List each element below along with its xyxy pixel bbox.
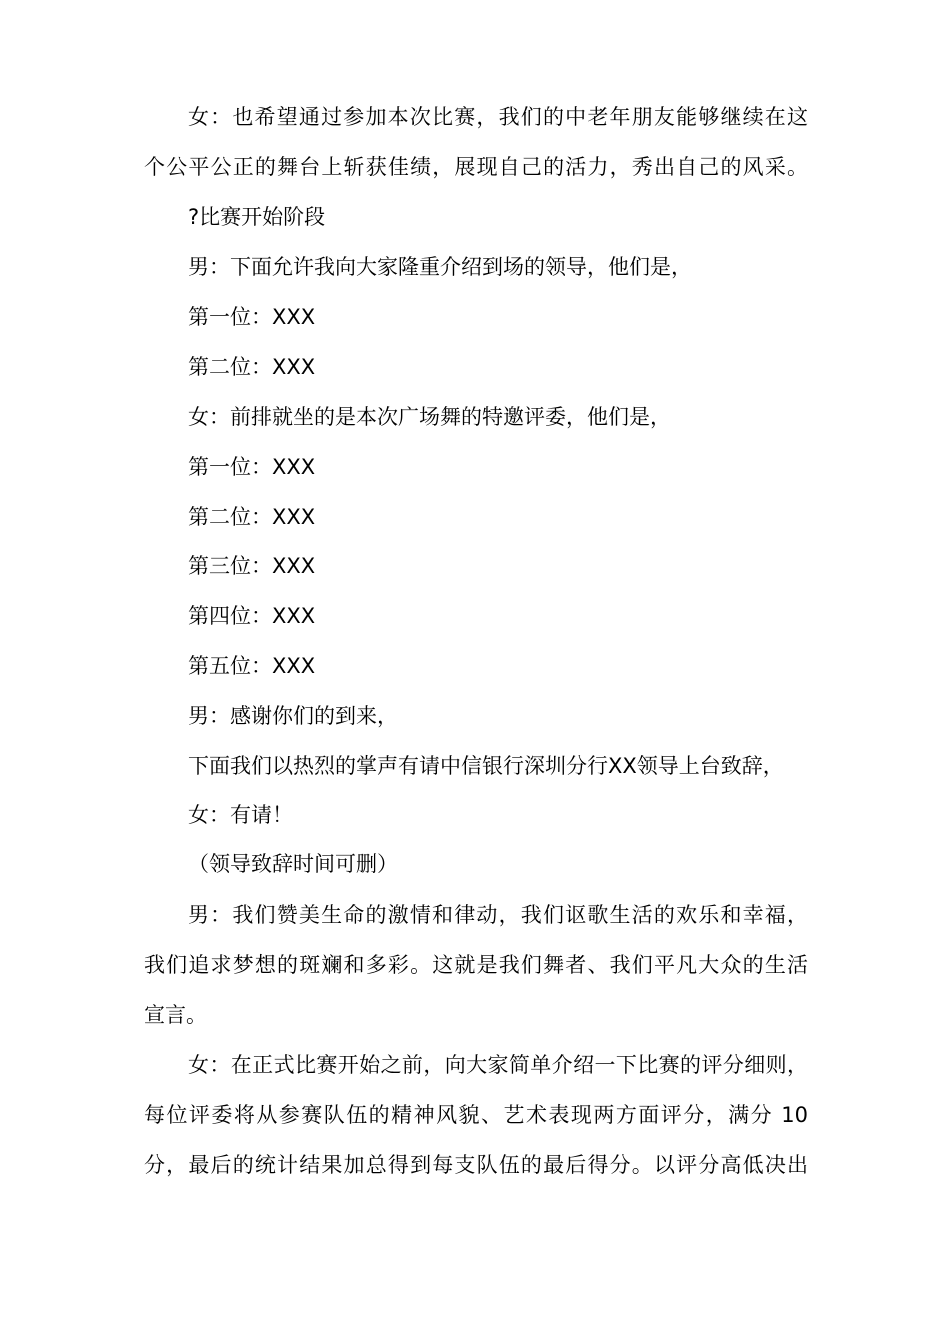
paragraph-line: 男：下面允许我向大家隆重介绍到场的领导，他们是， <box>188 255 692 279</box>
list-item: 第四位：XXX <box>188 604 316 628</box>
list-item: 第一位：XXX <box>188 455 316 479</box>
paragraph-line: 分，最后的统计结果加总得到每支队伍的最后得分。以评分高低决出 <box>144 1153 808 1177</box>
paragraph-line: 女：前排就坐的是本次广场舞的特邀评委，他们是， <box>188 405 671 429</box>
paragraph-line: 每位评委将从参赛队伍的精神风貌、艺术表现两方面评分，满分 10 <box>144 1103 808 1127</box>
paragraph-line: 男：感谢你们的到来， <box>188 704 398 728</box>
list-item: 第一位：XXX <box>188 305 316 329</box>
paragraph-line: 下面我们以热烈的掌声有请中信银行深圳分行XX领导上台致辞， <box>188 754 784 778</box>
paragraph-line: 个公平公正的舞台上斩获佳绩，展现自己的活力，秀出自己的风采。 <box>144 155 808 179</box>
paragraph-line: 女：也希望通过参加本次比赛，我们的中老年朋友能够继续在这 <box>188 105 808 129</box>
list-item: 第二位：XXX <box>188 505 316 529</box>
list-item: 第五位：XXX <box>188 654 316 678</box>
paragraph-line: 男：我们赞美生命的激情和律动，我们讴歌生活的欢乐和幸福， <box>188 903 808 927</box>
section-heading: ?比赛开始阶段 <box>188 205 326 229</box>
paragraph-line: （领导致辞时间可删） <box>188 852 398 876</box>
paragraph-line: 我们追求梦想的斑斓和多彩。这就是我们舞者、我们平凡大众的生活 <box>144 953 808 977</box>
list-item: 第二位：XXX <box>188 355 316 379</box>
paragraph-line: 女：有请！ <box>188 803 293 827</box>
paragraph-line: 宣言。 <box>144 1003 207 1027</box>
paragraph-line: 女：在正式比赛开始之前，向大家简单介绍一下比赛的评分细则， <box>188 1053 808 1077</box>
list-item: 第三位：XXX <box>188 554 316 578</box>
